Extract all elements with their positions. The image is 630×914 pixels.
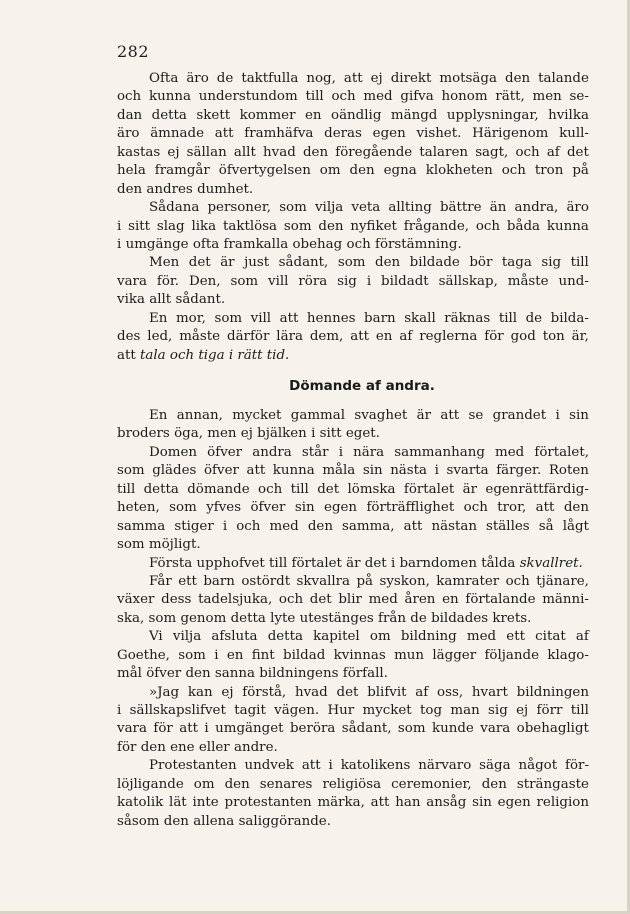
text-line: Ofta äro de taktfulla nog, att ej direkt motsäga den talande: [149, 71, 589, 86]
text-section-1: [117, 70, 589, 347]
text-line: [117, 347, 589, 365]
text-line: vara för att i umgänget beröra sådant, som kunde vara obehagligt: [117, 721, 589, 737]
text-section-2: [117, 407, 589, 555]
text-line: och kunna understundom till och med gifva honom rätt, men se-: [117, 89, 589, 105]
text-line: såsom den allena saliggörande.: [117, 813, 331, 829]
text-line-italic: skvallret.: [519, 555, 583, 571]
text-line-prefix: att: [117, 347, 136, 363]
section-heading: Dömande af andra.: [289, 378, 435, 394]
text-line: löjligande om den senares religiösa ceremonier, den strängaste: [117, 776, 589, 792]
text-line: Goethe, som i en fint bildad kvinnas mun lägger följande klago-: [117, 647, 589, 663]
text-line: Domen öfver andra står i nära sammanhang med förtalet,: [149, 444, 589, 460]
text-line: samma stiger i och med den samma, att nästan ställes så lågt: [117, 518, 589, 534]
page-body: [117, 70, 589, 831]
text-line: hela framgår öfvertygelsen om den egna klokheten och tron på: [117, 163, 589, 179]
text-line: som glädes öfver att kunna måla sin nästa i svarta färger. Roten: [117, 463, 589, 479]
text-line: mål öfver den sanna bildningens förfall.: [117, 666, 388, 682]
text-line: för den ene eller andre.: [117, 739, 278, 755]
text-line: som möjligt.: [117, 537, 201, 553]
text-line: heten, som yfves öfver sin egen förträfflighet och tror, att den: [117, 500, 589, 516]
text-line: En mor, som vill att hennes barn skall räknas till de bilda-: [149, 310, 589, 326]
text-line: En annan, mycket gammal svaghet är att se grandet i sin: [149, 408, 589, 423]
text-line: »Jag kan ej förstå, hvad det blifvit af oss, hvart bildningen: [149, 684, 589, 700]
text-line: vika allt sådant.: [117, 292, 226, 308]
text-line: ska, som genom detta lyte utestänges från de bildades krets.: [117, 610, 532, 626]
text-line: vara för. Den, som vill röra sig i bildadt sällskap, måste und-: [117, 273, 589, 289]
text-line: i umgänge ofta framkalla obehag och förstämning.: [117, 236, 462, 252]
text-line-prefix: Första upphofvet till förtalet är det i barndomen tålda: [149, 555, 516, 571]
text-line: des led, måste därför lära dem, att en af reglerna för god ton är,: [117, 329, 589, 345]
text-line: katolik lät inte protestanten märka, att han ansåg sin egen religion: [117, 795, 589, 811]
text-line-italic: tala och tiga i rätt tid.: [140, 347, 290, 363]
text-line: i sitt slag lika taktlösa som den nyfiket frågande, och båda kunna: [117, 218, 589, 234]
text-line: [117, 555, 589, 573]
text-line: i sällskapslifvet tagit vägen. Hur mycket tog man sig ej förr till: [117, 703, 589, 718]
text-line: broders öga, men ej bjälken i sitt eget.: [117, 426, 380, 442]
text-line: växer dess tadelsjuka, och det blir med åren en förtalande männi-: [117, 592, 589, 608]
text-line: äro ämnade att framhäfva deras egen vishet. Härigenom kull-: [117, 126, 589, 142]
text-line: Får ett barn ostördt skvallra på syskon, kamrater och tjänare,: [149, 573, 589, 589]
text-line: kastas ej sällan allt hvad den föregående talaren sagt, och af det: [117, 144, 589, 160]
text-line: Protestanten undvek att i katolikens närvaro säga något för-: [149, 758, 589, 774]
text-section-3: [117, 573, 589, 831]
text-line: Vi vilja afsluta detta kapitel om bildning med ett citat af: [149, 629, 589, 645]
text-line: Men det är just sådant, som den bildade bör taga sig till: [149, 255, 589, 271]
text-line: till detta dömande och till det lömska förtalet är egenrättfärdig-: [117, 481, 589, 497]
text-line: den andres dumhet.: [117, 181, 254, 197]
page-number: 282: [117, 42, 150, 61]
text-line: Sådana personer, som vilja veta allting bättre än andra, äro: [149, 200, 589, 216]
text-line: dan detta skett kommer en oändlig mängd upplysningar, hvilka: [117, 107, 589, 123]
